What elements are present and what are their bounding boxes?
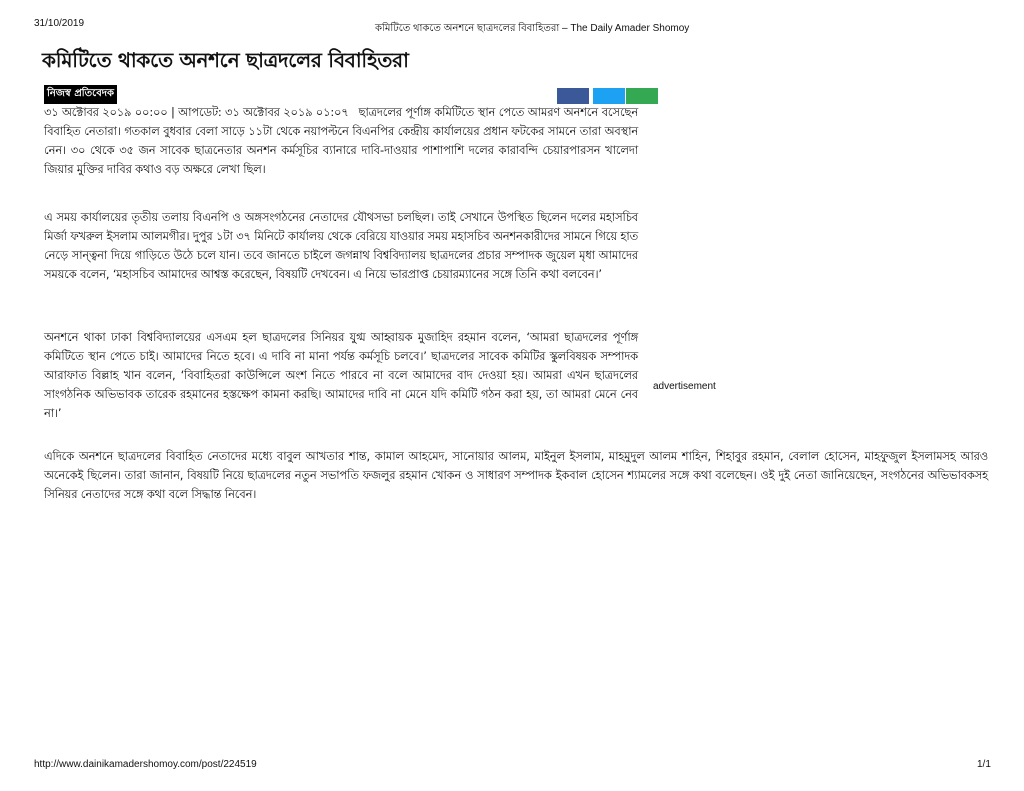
print-page-title: কমিটিতে থাকতে অনশনে ছাত্রদলের বিবাহিতরা – The Daily Amader Shomoy: [375, 23, 690, 34]
article-paragraph-1: [44, 103, 638, 179]
paragraph-1-text: ছাত্রদলের পূর্ণাঙ্গ কমিটিতে স্থান পেতে আমরণ অনশনে বসেছেন বিবাহিত নেতারা। গতকাল বুধবার বেলা সাড়ে ১১টা থেকে নয়াপল্টনে বিএনপির কেন্দ্রীয় কার্যালয়ের প্রধান ফটকের সামনে তারা অবস্থান নেন। ৩০ থেকে ৩৫ জন সাবেক ছাত্রনেতার অনশন কর্মসূচির ব্যানারে দাবি-দাওয়ার পাশাপাশি দলের কারাবন্দি চেয়ারপারসন খালেদা জিয়ার মুক্তির দাবির কথাও বড় অক্ষরে লেখা ছিল।: [44, 105, 638, 176]
article-headline: কমিটিতে থাকতে অনশনে ছাত্রদলের বিবাহিতরা: [42, 48, 409, 72]
print-date: 31/10/2019: [34, 18, 85, 29]
article-paragraph-4: এদিকে অনশনে ছাত্রদলের বিবাহিত নেতাদের মধ্যে বাবুল আখতার শান্ত, কামাল আহমেদ, সানোয়ার আলম, মাইনুল ইসলাম, মাহমুদুল আলম শাহিন, শিহাবুর রহমান, বেলাল হোসেন, মাহফুজুল ইসলামসহ আরও অনেকেই ছিলেন। তারা জানান, বিষয়টি নিয়ে ছাত্রদলের নতুন সভাপতি ফজলুর রহমান খোকন ও সাধারণ সম্পাদক ইকবাল হোসেন শ্যামলের সঙ্গে কথা বলেছেন। ওই দুই নেতা জানিয়েছেন, সংগঠনের অভিভাবকসহ সিনিয়র নেতাদের সঙ্গে কথা বলে সিদ্ধান্ত নিবেন।: [44, 449, 988, 501]
article-paragraph-2: এ সময় কার্যালয়ের তৃতীয় তলায় বিএনপি ও অঙ্গসংগঠনের নেতাদের যৌথসভা চলছিল। তাই সেখানে উপস্থিত ছিলেন দলের মহাসচিব মির্জা ফখরুল ইসলাম আলমগীর। দুপুর ১টা ৩৭ মিনিটে কার্যালয় থেকে বেরিয়ে যাওয়ার সময় মহাসচিব অনশনকারীদের সামনে গিয়ে হাত নেড়ে সান্ত্বনা দিয়ে গাড়িতে উঠে চলে যান। তবে জানতে চাইলে জগন্নাথ বিশ্ববিদ্যালয় ছাত্রদলের প্রচার সম্পাদক জুয়েল মৃধা আমাদের সময়কে বলেন, ‘মহাসচিব আমাদের আশ্বস্ত করেছেন, বিষয়টি দেখবেন। এ নিয়ে ভারপ্রাপ্ত চেয়ারম্যানের সঙ্গে তিনি কথা বলবেন।’: [44, 210, 638, 281]
advertisement-label: advertisement: [653, 381, 716, 392]
byline-badge: নিজস্ব প্রতিবেদক: [44, 85, 117, 104]
publish-dates: ৩১ অক্টোবর ২০১৯ ০০:০০ | আপডেট: ৩১ অক্টোবর ২০১৯ ০১:০৭: [44, 105, 349, 119]
article-paragraph-3: অনশনে থাকা ঢাকা বিশ্ববিদ্যালয়ের এসএম হল ছাত্রদলের সিনিয়র যুগ্ম আহ্বায়ক মুজাহিদ রহমান বলেন, ‘আমরা ছাত্রদলের পূর্ণাঙ্গ কমিটিতে স্থান পেতে চাই। আমাদের নিতে হবে। এ দাবি না মানা পর্যন্ত কর্মসূচি চলবে।’ ছাত্রদলের সাবেক কমিটির স্কুলবিষয়ক সম্পাদক আরাফাত বিল্লাহ খান বলেন, ‘বিবাহিতরা কাউন্সিলে অংশ নিতে পারবে না বলে আমাদের বাদ দেওয়া হয়। আমরা এখন ছাত্রদলের সাংগঠনিক অভিভাবক তারেক রহমানের হস্তক্ষেপ কামনা করছি। আমাদের দাবি না মেনে যদি কমিটি গঠন করা হয়, তা আমরা মেনে নেব না।’: [44, 330, 638, 420]
page-number: 1/1: [977, 759, 991, 770]
twitter-share-button[interactable]: [593, 88, 625, 104]
footer-url: http://www.dainikamadershomoy.com/post/224519: [34, 759, 257, 770]
share-button[interactable]: [626, 88, 658, 104]
facebook-share-button[interactable]: [557, 88, 589, 104]
